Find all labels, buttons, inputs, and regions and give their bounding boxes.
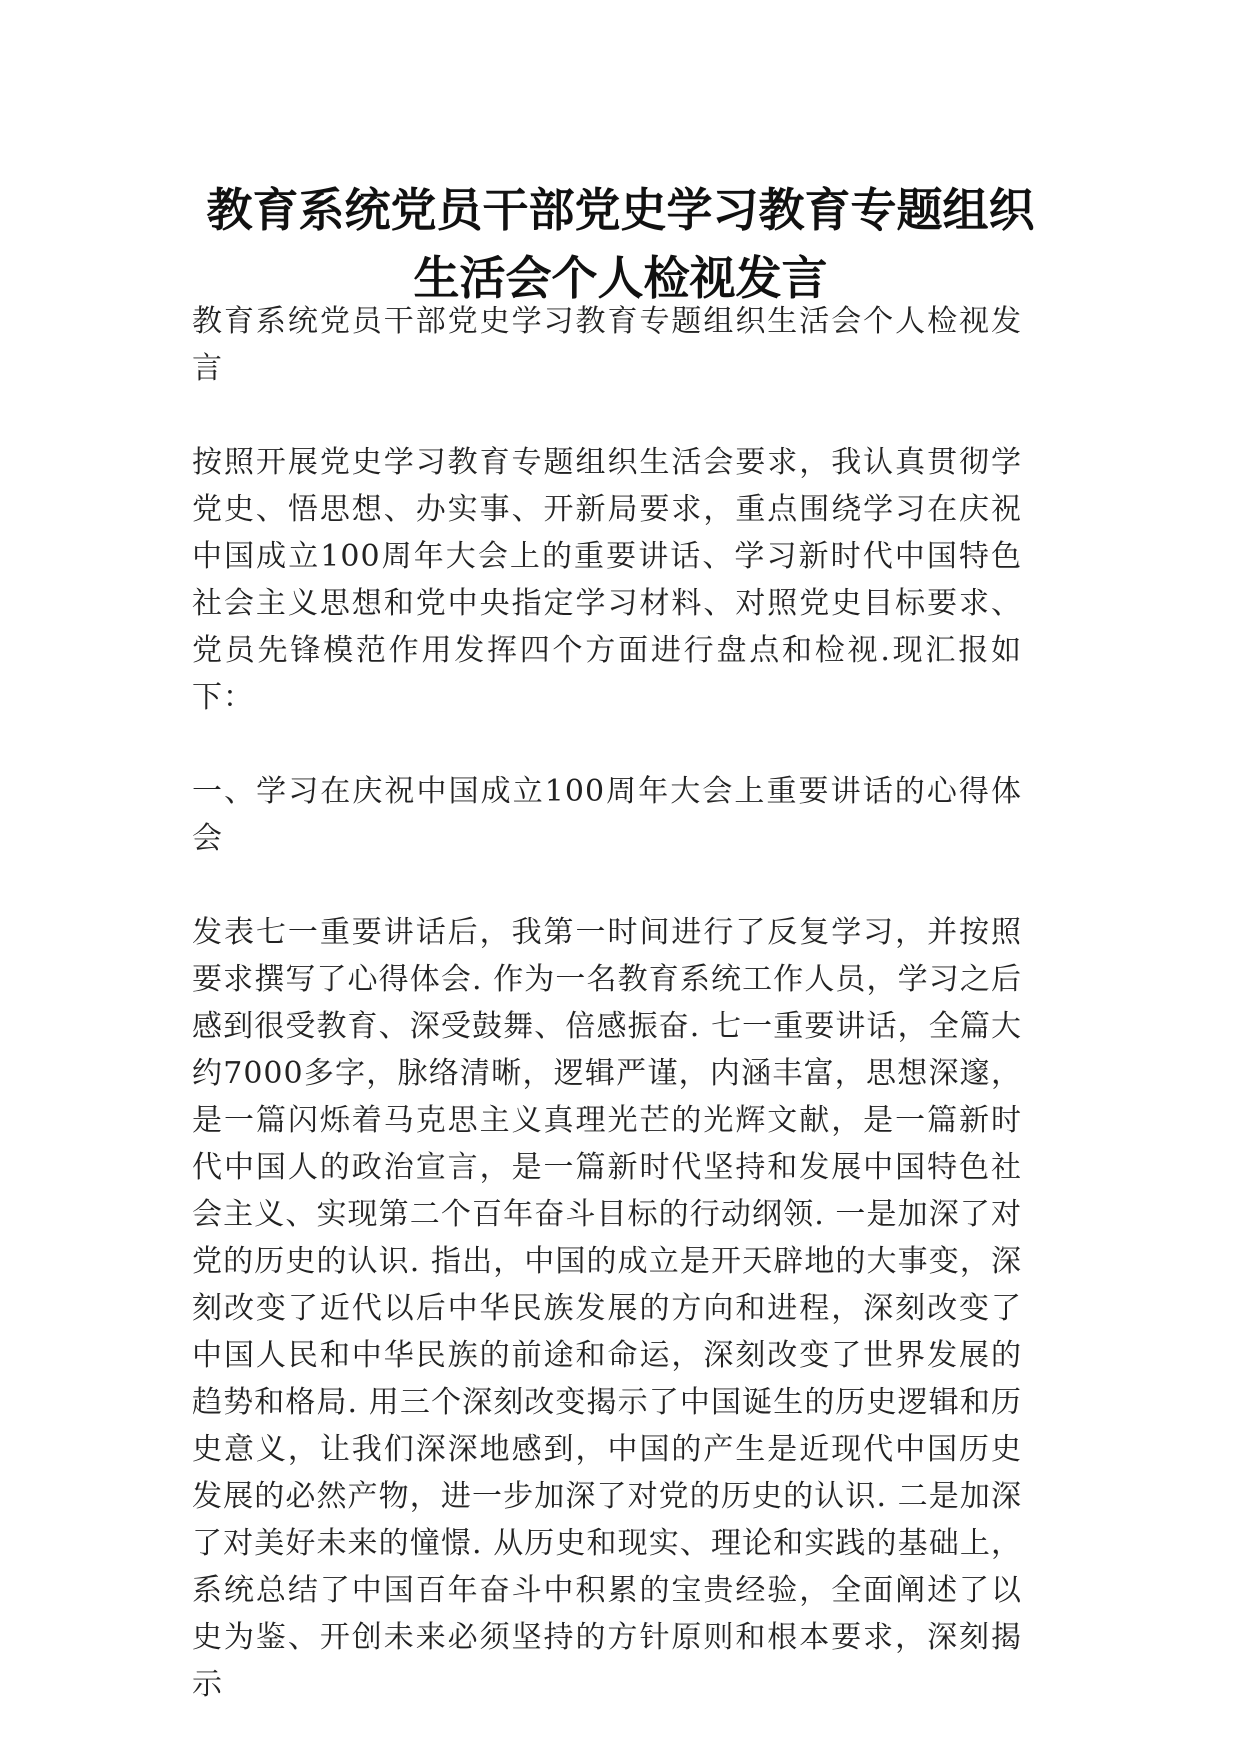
- document-title: [150, 176, 1091, 312]
- title-line-1: 教育系统党员干部党史学习教育专题组织: [206, 183, 1035, 237]
- document-body: [192, 298, 1022, 1708]
- intro-paragraph: 按照开展党史学习教育专题组织生活会要求，我认真贯彻学党史、悟思想、办实事、开新局要求，重点围绕学习在庆祝中国成立100周年大会上的重要讲话、学习新时代中国特色社会主义思想和党中央指定学习材料、对照党史目标要求、党员先锋模范作用发挥四个方面进行盘点和检视.现汇报如下：: [192, 445, 1022, 715]
- title-line-2: 生活会个人检视发言: [413, 251, 828, 305]
- section-heading: 一、学习在庆祝中国成立100周年大会上重要讲话的心得体会: [192, 774, 1022, 856]
- body-paragraph: 发表七一重要讲话后，我第一时间进行了反复学习，并按照要求撰写了心得体会. 作为一名教育系统工作人员，学习之后感到很受教育、深受鼓舞、倍感振奋. 七一重要讲话，全篇大约7000多字，脉络清晰，逻辑严谨，内涵丰富，思想深邃，是一篇闪烁着马克思主义真理光芒的光辉文献，是一篇新时代中国人的政治宣言，是一篇新时代坚持和发展中国特色社会主义、实现第二个百年奋斗目标的行动纲领. 一是加深了对党的历史的认识. 指出，中国的成立是开天辟地的大事变，深刻改变了近代以后中华民族发展的方向和进程，深刻改变了中国人民和中华民族的前途和命运，深刻改变了世界发展的趋势和格局. 用三个深刻改变揭示了中国诞生的历史逻辑和历史意义，让我们深深地感到，中国的产生是近现代中国历史发展的必然产物，进一步加深了对党的历史的认识. 二是加深了对美好未来的憧憬. 从历史和现实、理论和实践的基础上，系统总结了中国百年奋斗中积累的宝贵经验，全面阐述了以史为鉴、开创未来必须坚持的方针原则和根本要求，深刻揭示: [192, 915, 1022, 1702]
- subtitle-paragraph: 教育系统党员干部党史学习教育专题组织生活会个人检视发言: [192, 304, 1022, 386]
